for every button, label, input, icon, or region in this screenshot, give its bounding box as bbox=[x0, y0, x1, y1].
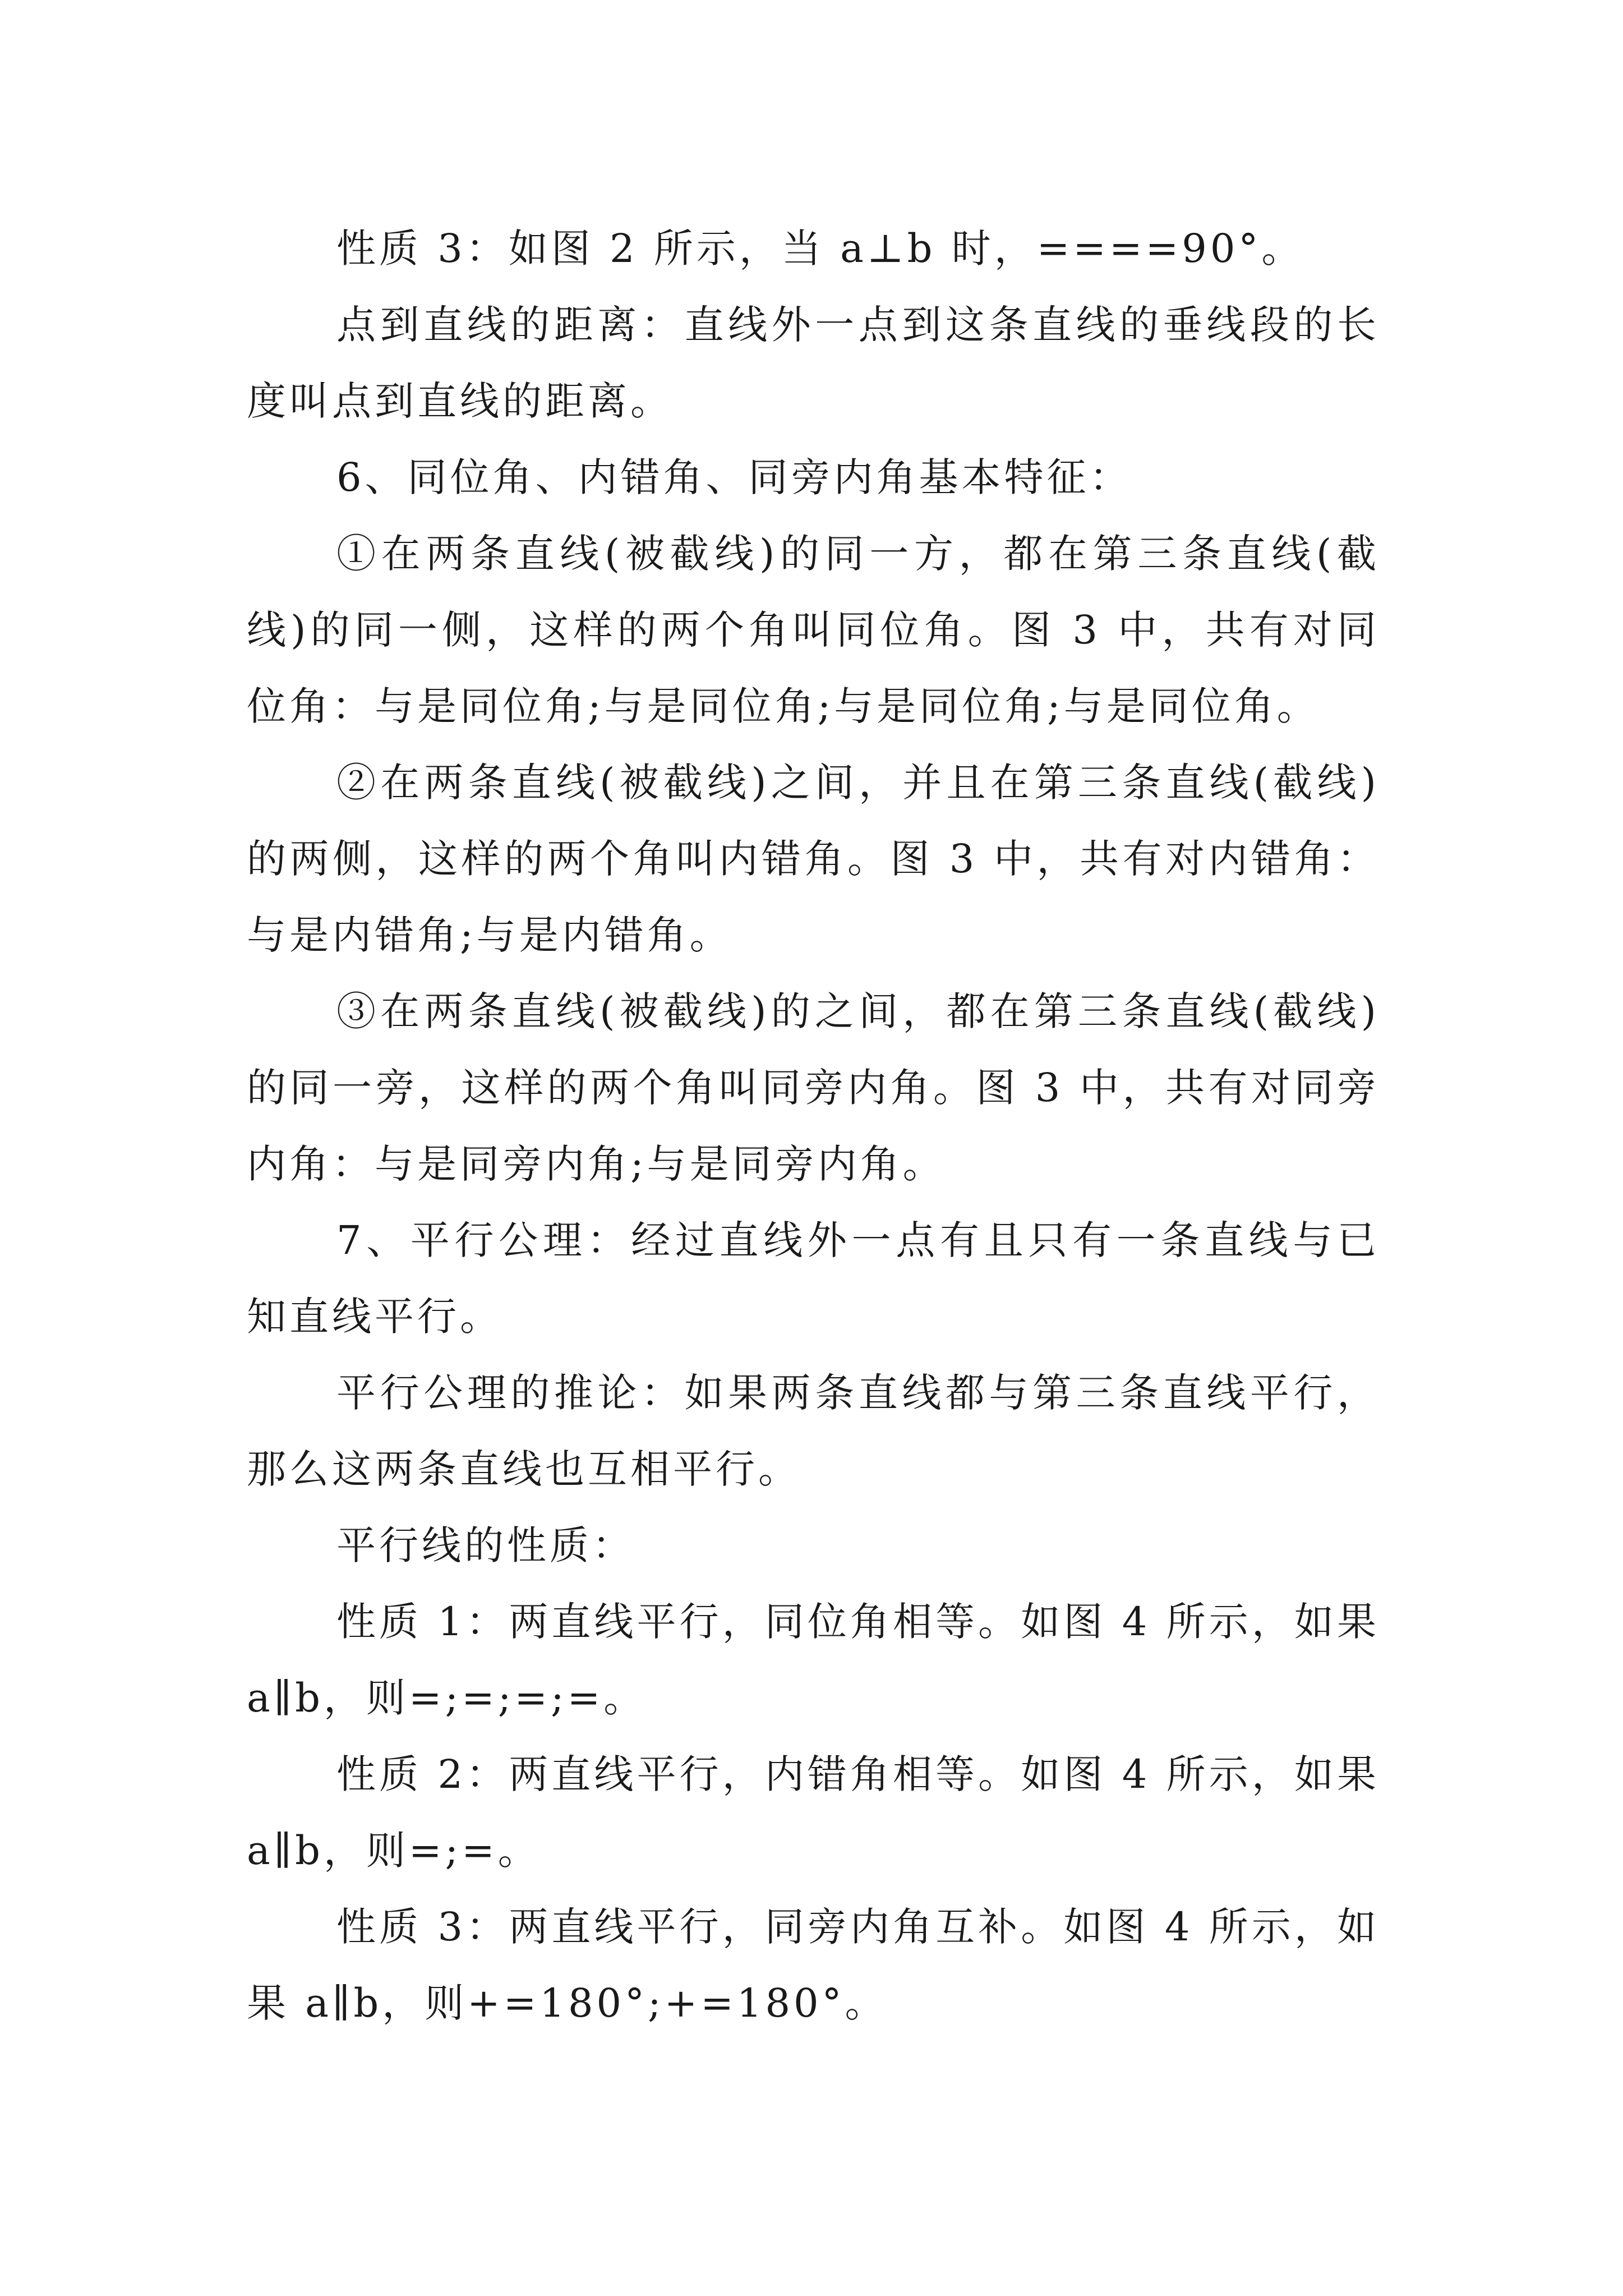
paragraph-parallel-corollary: 平行公理的推论：如果两条直线都与第三条直线平行，那么这两条直线也互相平行。 bbox=[247, 1370, 1380, 1492]
paragraph-alternate-interior-angles: ②在两条直线(被截线)之间，并且在第三条直线(截线)的两侧，这样的两个角叫内错角。图 3 中，共有对内错角：与是内错角;与是内错角。 bbox=[247, 760, 1380, 958]
paragraph-same-side-interior-angles: ③在两条直线(被截线)的之间，都在第三条直线(截线)的同一旁，这样的两个角叫同旁内角。图 3 中，共有对同旁内角：与是同旁内角;与是同旁内角。 bbox=[247, 988, 1380, 1187]
paragraph-corresponding-angles: ①在两条直线(被截线)的同一方，都在第三条直线(截线)的同一侧，这样的两个角叫同位角。图 3 中，共有对同位角：与是同位角;与是同位角;与是同位角;与是同位角。 bbox=[247, 531, 1380, 729]
paragraph-parallel-property-3: 性质 3：两直线平行，同旁内角互补。如图 4 所示，如果 a∥b，则+=180°;+=180°。 bbox=[247, 1904, 1380, 2026]
paragraph-parallel-postulate: 7、平行公理：经过直线外一点有且只有一条直线与已知直线平行。 bbox=[247, 1217, 1380, 1340]
paragraph-property-3-perpendicular: 性质 3：如图 2 所示，当 a⊥b 时，====90°。 bbox=[336, 226, 1304, 272]
paragraph-parallel-property-1: 性质 1：两直线平行，同位角相等。如图 4 所示，如果 a∥b，则=;=;=;=。 bbox=[247, 1599, 1380, 1721]
paragraph-parallel-properties-heading: 平行线的性质： bbox=[336, 1522, 635, 1568]
document-body bbox=[247, 210, 1380, 2041]
paragraph-section-6-heading: 6、同位角、内错角、同旁内角基本特征： bbox=[336, 454, 1132, 500]
paragraph-parallel-property-2: 性质 2：两直线平行，内错角相等。如图 4 所示，如果 a∥b，则=;=。 bbox=[247, 1751, 1380, 1874]
paragraph-point-line-distance: 点到直线的距离：直线外一点到这条直线的垂线段的长度叫点到直线的距离。 bbox=[247, 302, 1380, 424]
